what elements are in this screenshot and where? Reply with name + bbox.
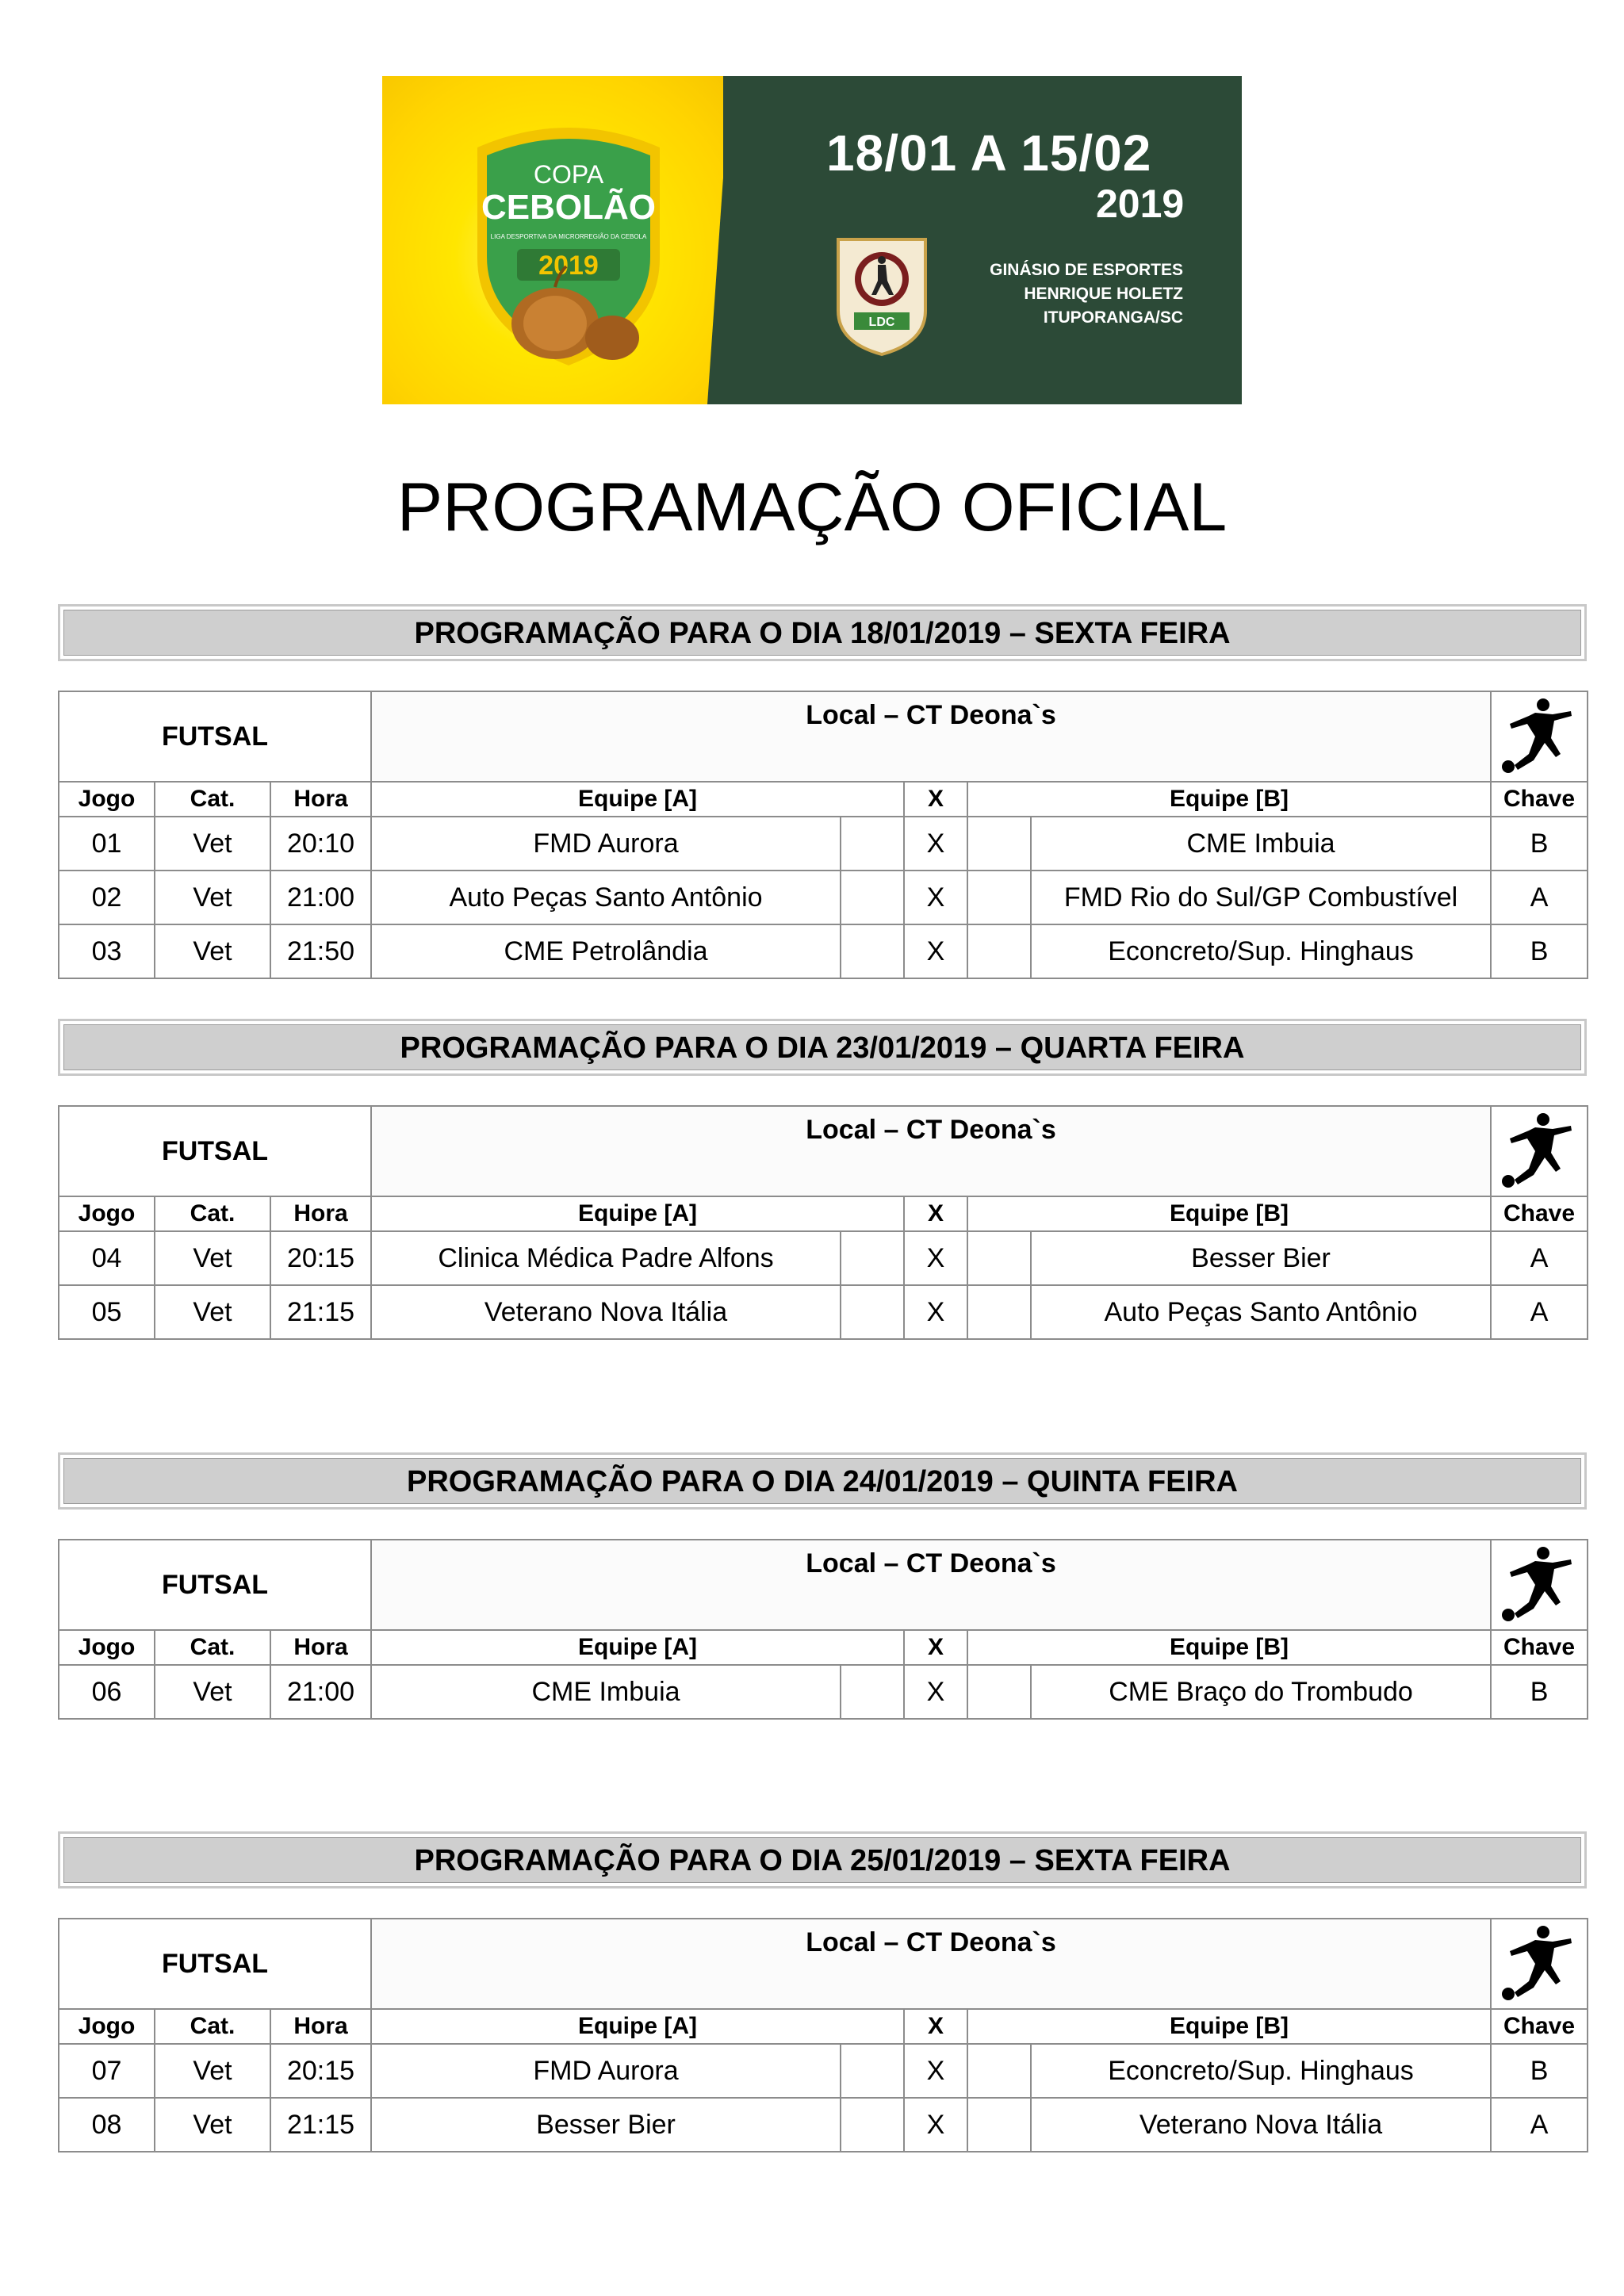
group-key: A — [1491, 871, 1588, 924]
schedule-table — [58, 691, 1588, 979]
table-row — [59, 924, 1588, 978]
team-b: Econcreto/Sup. Hinghaus — [1031, 2044, 1491, 2098]
group-key: B — [1491, 817, 1588, 871]
player-icon-cell — [1491, 1106, 1588, 1196]
game-category: Vet — [155, 1285, 270, 1339]
col-header-jogo: Jogo — [59, 1196, 155, 1231]
col-header-equipe-a: Equipe [A] — [371, 1630, 904, 1665]
table-row — [59, 2044, 1588, 2098]
team-a: Besser Bier — [371, 2098, 841, 2152]
team-b: CME Braço do Trombudo — [1031, 1665, 1491, 1719]
team-a: Auto Peças Santo Antônio — [371, 871, 841, 924]
sport-label: FUTSAL — [59, 1106, 371, 1196]
score-a-cell — [841, 1285, 904, 1339]
venue-line-1: GINÁSIO DE ESPORTES — [990, 261, 1183, 279]
col-header-equipe-b: Equipe [B] — [967, 1630, 1491, 1665]
player-icon-cell — [1491, 1919, 1588, 2009]
score-b-cell — [967, 2044, 1031, 2098]
col-header-chave: Chave — [1491, 782, 1588, 817]
game-time: 20:15 — [270, 2044, 371, 2098]
shield-copa-text: COPA — [533, 160, 604, 189]
day-header — [58, 604, 1587, 661]
group-key: B — [1491, 924, 1588, 978]
game-time: 21:50 — [270, 924, 371, 978]
score-a-cell — [841, 2044, 904, 2098]
table-row — [59, 1231, 1588, 1285]
soccer-player-icon — [1496, 1112, 1583, 1191]
badge-ldc-text: LDC — [868, 316, 895, 329]
col-header-cat: Cat. — [155, 1630, 270, 1665]
sport-label: FUTSAL — [59, 1919, 371, 2009]
group-key: A — [1491, 2098, 1588, 2152]
game-number: 06 — [59, 1665, 155, 1719]
team-a: CME Petrolândia — [371, 924, 841, 978]
score-b-cell — [967, 871, 1031, 924]
sport-label: FUTSAL — [59, 1540, 371, 1630]
venue-line-2: HENRIQUE HOLETZ — [1024, 285, 1183, 303]
soccer-player-icon — [1496, 1545, 1583, 1624]
game-time: 21:15 — [270, 2098, 371, 2152]
shield-year-text: 2019 — [538, 251, 599, 281]
score-b-cell — [967, 1665, 1031, 1719]
venue-label: Local – CT Deona`s — [371, 1919, 1491, 2009]
table-row — [59, 871, 1588, 924]
col-header-cat: Cat. — [155, 1196, 270, 1231]
schedule-table — [58, 1105, 1588, 1340]
copa-cebolao-shield-logo — [462, 116, 676, 369]
team-a: CME Imbuia — [371, 1665, 841, 1719]
col-header-chave: Chave — [1491, 2009, 1588, 2044]
col-header-cat: Cat. — [155, 2009, 270, 2044]
team-b: CME Imbuia — [1031, 817, 1491, 871]
day-header-title: PROGRAMAÇÃO PARA O DIA 18/01/2019 – SEXTA FEIRA — [63, 610, 1581, 656]
col-header-hora: Hora — [270, 1196, 371, 1231]
game-number: 01 — [59, 817, 155, 871]
score-a-cell — [841, 1231, 904, 1285]
col-header-equipe-b: Equipe [B] — [967, 782, 1491, 817]
versus-mark: X — [904, 1665, 967, 1719]
shield-cebolao-text: CEBOLÃO — [481, 188, 656, 227]
game-category: Vet — [155, 924, 270, 978]
banner-venue — [953, 258, 1183, 330]
group-key: B — [1491, 1665, 1588, 1719]
venue-line-3: ITUPORANGA/SC — [1043, 308, 1183, 327]
versus-mark: X — [904, 871, 967, 924]
soccer-player-icon — [1496, 1924, 1583, 2003]
col-header-equipe-a: Equipe [A] — [371, 1196, 904, 1231]
game-category: Vet — [155, 1665, 270, 1719]
col-header-x: X — [904, 1630, 967, 1665]
day-header — [58, 1831, 1587, 1888]
score-a-cell — [841, 924, 904, 978]
player-icon-cell — [1491, 691, 1588, 782]
col-header-equipe-b: Equipe [B] — [967, 2009, 1491, 2044]
score-b-cell — [967, 2098, 1031, 2152]
day-header — [58, 1452, 1587, 1510]
score-b-cell — [967, 1231, 1031, 1285]
score-a-cell — [841, 2098, 904, 2152]
ldc-badge-logo — [830, 232, 933, 358]
game-category: Vet — [155, 2044, 270, 2098]
versus-mark: X — [904, 2044, 967, 2098]
day-header — [58, 1019, 1587, 1076]
game-time: 21:00 — [270, 1665, 371, 1719]
col-header-hora: Hora — [270, 1630, 371, 1665]
team-b: FMD Rio do Sul/GP Combustível — [1031, 871, 1491, 924]
versus-mark: X — [904, 1231, 967, 1285]
col-header-jogo: Jogo — [59, 2009, 155, 2044]
group-key: B — [1491, 2044, 1588, 2098]
banner-dates: 18/01 A 15/02 — [826, 124, 1152, 182]
team-a: FMD Aurora — [371, 2044, 841, 2098]
game-number: 07 — [59, 2044, 155, 2098]
col-header-hora: Hora — [270, 2009, 371, 2044]
schedule-table — [58, 1539, 1588, 1720]
game-category: Vet — [155, 1231, 270, 1285]
versus-mark: X — [904, 817, 967, 871]
score-b-cell — [967, 924, 1031, 978]
event-banner — [382, 76, 1242, 404]
col-header-jogo: Jogo — [59, 782, 155, 817]
team-b: Auto Peças Santo Antônio — [1031, 1285, 1491, 1339]
page-title: PROGRAMAÇÃO OFICIAL — [396, 469, 1228, 545]
score-a-cell — [841, 1665, 904, 1719]
game-category: Vet — [155, 817, 270, 871]
col-header-equipe-a: Equipe [A] — [371, 782, 904, 817]
col-header-equipe-a: Equipe [A] — [371, 2009, 904, 2044]
col-header-chave: Chave — [1491, 1630, 1588, 1665]
game-category: Vet — [155, 871, 270, 924]
sport-label: FUTSAL — [59, 691, 371, 782]
banner-year: 2019 — [1096, 182, 1185, 226]
day-header-title: PROGRAMAÇÃO PARA O DIA 25/01/2019 – SEXTA FEIRA — [63, 1837, 1581, 1883]
venue-label: Local – CT Deona`s — [371, 1106, 1491, 1196]
day-header-title: PROGRAMAÇÃO PARA O DIA 23/01/2019 – QUARTA FEIRA — [63, 1024, 1581, 1070]
schedule-table — [58, 1918, 1588, 2152]
table-row — [59, 2098, 1588, 2152]
game-number: 03 — [59, 924, 155, 978]
score-b-cell — [967, 1285, 1031, 1339]
group-key: A — [1491, 1231, 1588, 1285]
col-header-x: X — [904, 1196, 967, 1231]
game-time: 20:10 — [270, 817, 371, 871]
game-number: 05 — [59, 1285, 155, 1339]
col-header-jogo: Jogo — [59, 1630, 155, 1665]
player-icon-cell — [1491, 1540, 1588, 1630]
versus-mark: X — [904, 924, 967, 978]
group-key: A — [1491, 1285, 1588, 1339]
team-b: Besser Bier — [1031, 1231, 1491, 1285]
game-category: Vet — [155, 2098, 270, 2152]
table-row — [59, 1285, 1588, 1339]
team-a: FMD Aurora — [371, 817, 841, 871]
venue-label: Local – CT Deona`s — [371, 1540, 1491, 1630]
team-a: Veterano Nova Itália — [371, 1285, 841, 1339]
game-time: 20:15 — [270, 1231, 371, 1285]
col-header-cat: Cat. — [155, 782, 270, 817]
versus-mark: X — [904, 1285, 967, 1339]
col-header-chave: Chave — [1491, 1196, 1588, 1231]
team-b: Veterano Nova Itália — [1031, 2098, 1491, 2152]
score-a-cell — [841, 817, 904, 871]
day-header-title: PROGRAMAÇÃO PARA O DIA 24/01/2019 – QUINTA FEIRA — [63, 1458, 1581, 1504]
col-header-x: X — [904, 2009, 967, 2044]
game-number: 04 — [59, 1231, 155, 1285]
game-time: 21:15 — [270, 1285, 371, 1339]
table-row — [59, 1665, 1588, 1719]
table-row — [59, 817, 1588, 871]
soccer-player-icon — [1496, 697, 1583, 776]
score-a-cell — [841, 871, 904, 924]
venue-label: Local – CT Deona`s — [371, 691, 1491, 782]
game-time: 21:00 — [270, 871, 371, 924]
team-b: Econcreto/Sup. Hinghaus — [1031, 924, 1491, 978]
shield-liga-text: LIGA DESPORTIVA DA MICRORREGIÃO DA CEBOLA — [490, 233, 647, 240]
team-a: Clinica Médica Padre Alfons — [371, 1231, 841, 1285]
col-header-x: X — [904, 782, 967, 817]
game-number: 08 — [59, 2098, 155, 2152]
score-b-cell — [967, 817, 1031, 871]
versus-mark: X — [904, 2098, 967, 2152]
col-header-equipe-b: Equipe [B] — [967, 1196, 1491, 1231]
game-number: 02 — [59, 871, 155, 924]
col-header-hora: Hora — [270, 782, 371, 817]
